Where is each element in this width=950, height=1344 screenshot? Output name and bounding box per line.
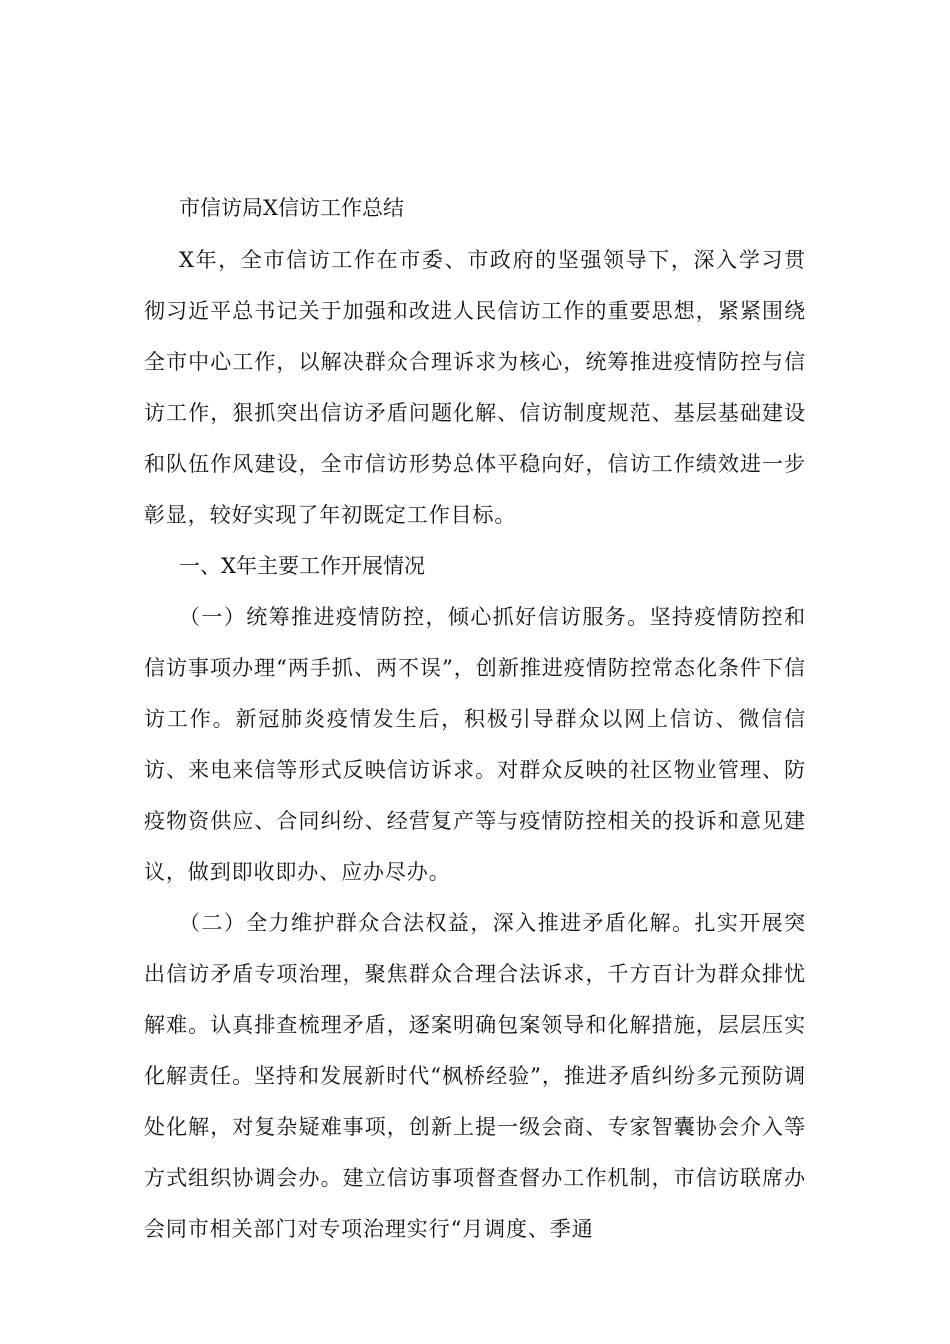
document-body bbox=[144, 181, 806, 1255]
item-2-paragraph: （二）全力维护群众合法权益，深入推进矛盾化解。扎实开展突出信访矛盾专项治理，聚焦群众合理合法诉求，千方百计为群众排忧解难。认真排查梳理矛盾，逐案明确包案领导和化解措施，层层压实化解责任。坚持和发展新时代“枫桥经验”，推进矛盾纠纷多元预防调处化解，对复杂疑难事项，创新上提一级会商、专家智囊协会介入等方式组织协调会办。建立信访事项督查督办工作机制，市信访联席办会同市相关部门对专项治理实行“月调度、季通 bbox=[144, 911, 806, 1241]
section-heading: 一、Ⅹ年主要工作开展情况 bbox=[179, 554, 425, 578]
item-1-paragraph: （一）统筹推进疫情防控，倾心抓好信访服务。坚持疫情防控和信访事项办理“两手抓、两不误”，创新推进疫情防控常态化条件下信访工作。新冠肺炎疫情发生后，积极引导群众以网上信访、微信信访、来电来信等形式反映信访诉求。对群众反映的社区物业管理、防疫物资供应、合同纠纷、经营复产等与疫情防控相关的投诉和意见建议，做到即收即办、应办尽办。 bbox=[144, 605, 806, 884]
document-title: 市信访局Ⅹ信访工作总结 bbox=[179, 196, 404, 220]
intro-paragraph: Ⅹ年，全市信访工作在市委、市政府的坚强领导下，深入学习贯彻习近平总书记关于加强和改进人民信访工作的重要思想，紧紧围绕全市中心工作，以解决群众合理诉求为核心，统筹推进疫情防控与信访工作，狠抓突出信访矛盾问题化解、信访制度规范、基层基础建设和队伍作风建设，全市信访形势总体平稳向好，信访工作绩效进一步彰显，较好实现了年初既定工作目标。 bbox=[144, 248, 806, 527]
